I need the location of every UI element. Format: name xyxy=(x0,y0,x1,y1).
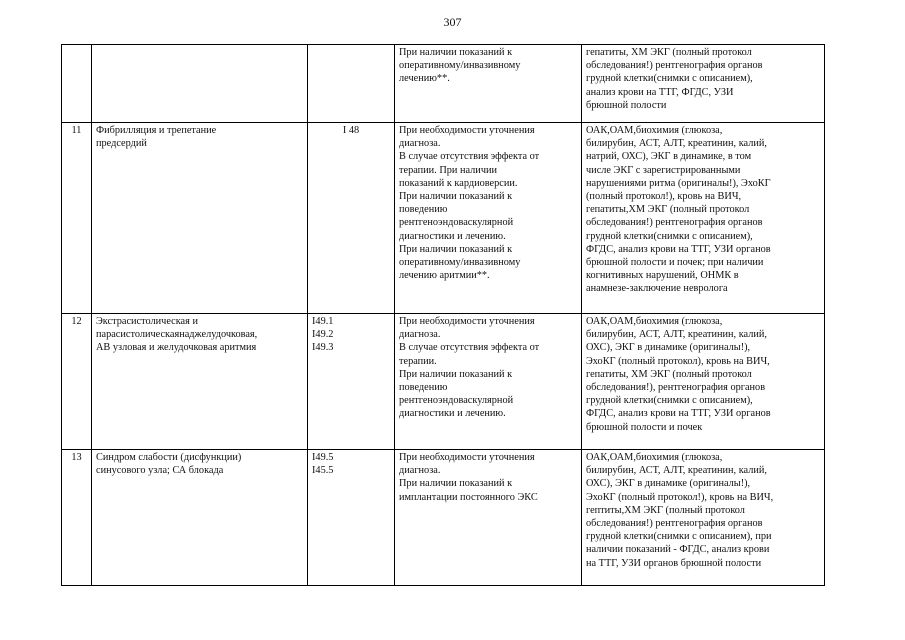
diagnosis-name xyxy=(92,45,308,123)
table-row xyxy=(62,450,825,586)
referral-indications: При наличии показаний к оперативному/инвазивному лечению**. xyxy=(395,45,582,123)
required-examinations: ОАК,ОАМ,биохимия (глюкоза, билирубин, АСТ, АЛТ, креатинин, калий, ОХС), ЭКГ в динамике (оригиналы!), ЭхоКГ (полный протокол!), кровь на ВИЧ, гептиты,ХМ ЭКГ (полный протокол обследования!) рентгенография органов грудной клетки(снимки с описанием), при наличии показаний - ФГДС, анализ крови на ТТГ, УЗИ органов брюшной полости xyxy=(582,450,825,586)
referral-indications: При необходимости уточнения диагноза. В случае отсутствия эффекта от терапии. При наличии показаний к поведению рентгеноэндоваскулярной диагностики и лечению. xyxy=(395,314,582,450)
icd-code: I 48 xyxy=(308,123,395,314)
referral-indications: При необходимости уточнения диагноза. При наличии показаний к имплантации постоянного ЭКС xyxy=(395,450,582,586)
row-number: 11 xyxy=(62,123,92,314)
row-number xyxy=(62,45,92,123)
required-examinations: гепатиты, ХМ ЭКГ (полный протокол обследования!) рентгенография органов грудной клетки(снимки с описанием), анализ крови на ТТГ, ФГДС, УЗИ брюшной полости xyxy=(582,45,825,123)
table-row xyxy=(62,314,825,450)
icd-code: I49.1 I49.2 I49.3 xyxy=(308,314,395,450)
required-examinations: ОАК,ОАМ,биохимия (глюкоза, билирубин, АСТ, АЛТ, креатинин, калий, ОХС), ЭКГ в динамике (оригиналы!), ЭхоКГ (полный протокол), кровь на ВИЧ, гепатиты, ХМ ЭКГ (полный протокол обследования!), рентгенография органов грудной клетки(снимки с описанием), ФГДС, анализ крови на ТТГ, УЗИ органов брюшной полости и почек xyxy=(582,314,825,450)
diagnosis-name: Фибрилляция и трепетание предсердий xyxy=(92,123,308,314)
table-row xyxy=(62,45,825,123)
row-number: 12 xyxy=(62,314,92,450)
required-examinations: ОАК,ОАМ,биохимия (глюкоза, билирубин, АСТ, АЛТ, креатинин, калий, натрий, ОХС), ЭКГ в динамике, в том числе ЭКГ с зарегистрированными нарушениями ритма (оригиналы!), ЭхоКГ (полный протокол!), кровь на ВИЧ, гепатиты,ХМ ЭКГ (полный протокол обследования!) рентгенография органов грудной клетки(снимки с описанием), ФГДС, анализ крови на ТТГ, УЗИ органов брюшной полости и почек; при наличии когнитивных нарушений, ОНМК в анамнезе-заключение невролога xyxy=(582,123,825,314)
row-number: 13 xyxy=(62,450,92,586)
page-number: 307 xyxy=(443,15,462,29)
referral-indications: При необходимости уточнения диагноза. В случае отсутствия эффекта от терапии. При наличии показаний к кардиоверсии. При наличии показаний к поведению рентгеноэндоваскулярной диагностики и лечению. При наличии показаний к оперативному/инвазивному лечению аритмии**. xyxy=(395,123,582,314)
icd-code xyxy=(308,45,395,123)
diagnosis-name: Синдром слабости (дисфункции) синусового узла; СА блокада xyxy=(92,450,308,586)
diagnosis-name: Экстрасистолическая и парасистолическаянаджелудочковая, АВ узловая и желудочковая аритмия xyxy=(92,314,308,450)
icd-code: I49.5 I45.5 xyxy=(308,450,395,586)
medical-table xyxy=(61,44,825,586)
table-row xyxy=(62,123,825,314)
